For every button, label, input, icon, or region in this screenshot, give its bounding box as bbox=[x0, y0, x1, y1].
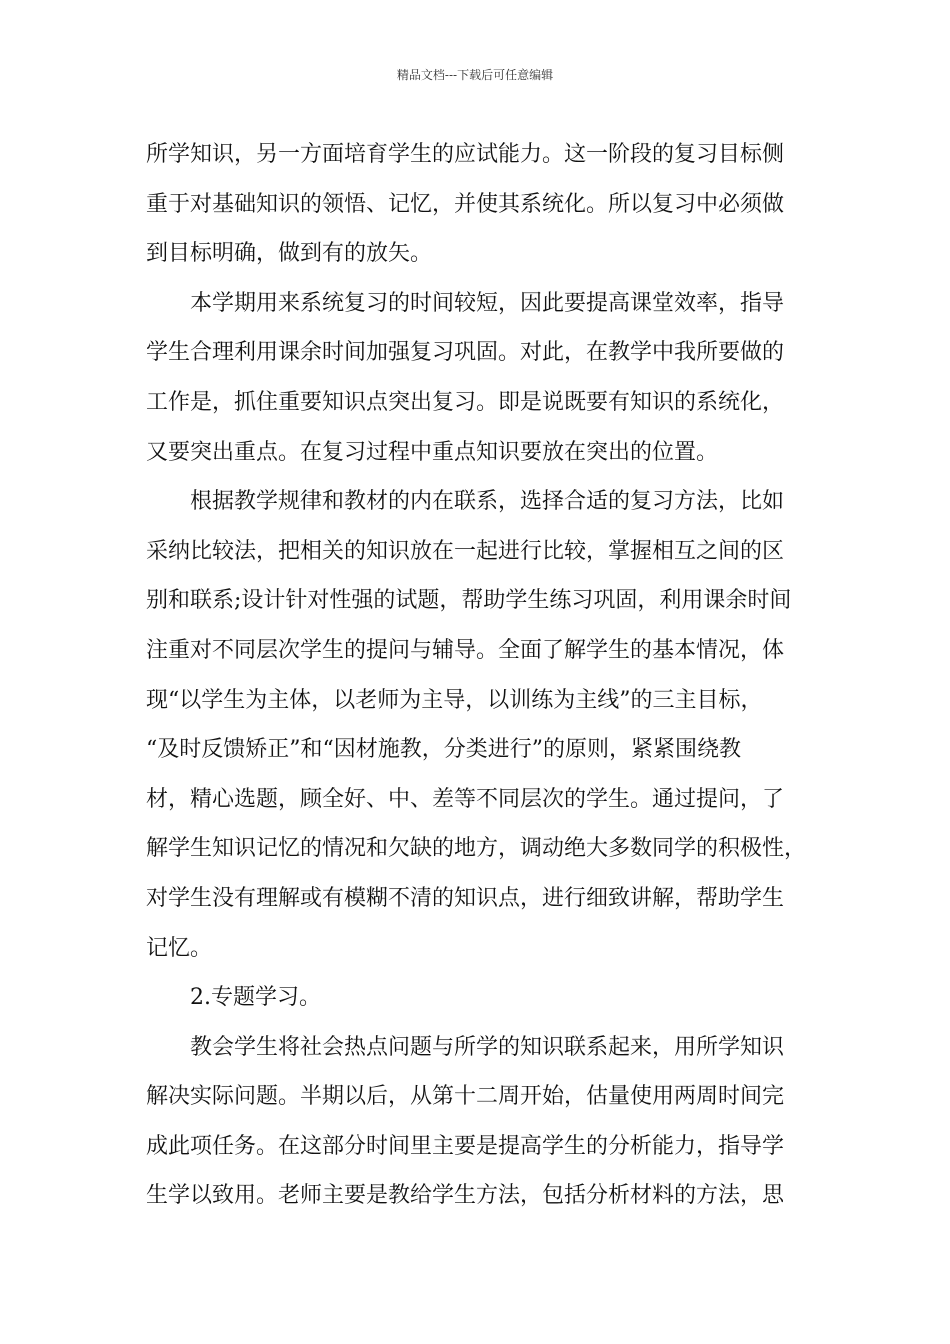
text-line: 学生合理利用课余时间加强复习巩固。对此，在教学中我所要做的 bbox=[146, 340, 785, 366]
paragraph-first-line: 教会学生将社会热点问题与所学的知识联系起来，用所学知识 bbox=[190, 1034, 785, 1060]
text-line: 采纳比较法，把相关的知识放在一起进行比较，掌握相互之间的区 bbox=[146, 538, 785, 564]
document-body bbox=[146, 130, 816, 1221]
text-line: 重于对基础知识的领悟、记忆，并使其系统化。所以复习中必须做 bbox=[146, 191, 785, 217]
text-line: 又要突出重点。在复习过程中重点知识要放在突出的位置。 bbox=[146, 439, 719, 465]
text-line: 解学生知识记忆的情况和欠缺的地方，调动绝大多数同学的积极性， bbox=[146, 836, 807, 862]
section-heading: 2.专题学习。 bbox=[190, 985, 321, 1011]
paragraph-first-line: 根据教学规律和教材的内在联系，选择合适的复习方法，比如 bbox=[190, 489, 785, 515]
page-header: 精品文档---下载后可任意编辑 bbox=[396, 68, 554, 82]
text-line: 到目标明确，做到有的放矢。 bbox=[146, 241, 433, 267]
text-line: “及时反馈矫正”和“因材施教，分类进行”的原则，紧紧围绕教 bbox=[146, 737, 741, 763]
text-line: 工作是，抓住重要知识点突出复习。即是说既要有知识的系统化， bbox=[146, 389, 785, 415]
text-line: 生学以致用。老师主要是教给学生方法，包括分析材料的方法，思 bbox=[146, 1183, 785, 1209]
text-line: 所学知识，另一方面培育学生的应试能力。这一阶段的复习目标侧 bbox=[146, 142, 785, 167]
text-line: 注重对不同层次学生的提问与辅导。全面了解学生的基本情况，体 bbox=[146, 637, 785, 663]
text-line: 材，精心选题，顾全好、中、差等不同层次的学生。通过提问，了 bbox=[146, 786, 785, 812]
text-line: 成此项任务。在这部分时间里主要是提高学生的分析能力，指导学 bbox=[146, 1133, 785, 1159]
text-line: 记忆。 bbox=[146, 935, 213, 961]
text-line: 现“以学生为主体，以老师为主导，以训练为主线”的三主目标， bbox=[146, 687, 763, 713]
text-line: 解决实际问题。半期以后，从第十二周开始，估量使用两周时间完 bbox=[146, 1084, 785, 1110]
paragraph-first-line: 本学期用来系统复习的时间较短，因此要提高课堂效率，指导 bbox=[190, 290, 785, 316]
text-line: 别和联系;设计针对性强的试题，帮助学生练习巩固，利用课余时间 bbox=[146, 588, 792, 614]
text-line: 对学生没有理解或有模糊不清的知识点，进行细致讲解，帮助学生 bbox=[146, 885, 785, 911]
